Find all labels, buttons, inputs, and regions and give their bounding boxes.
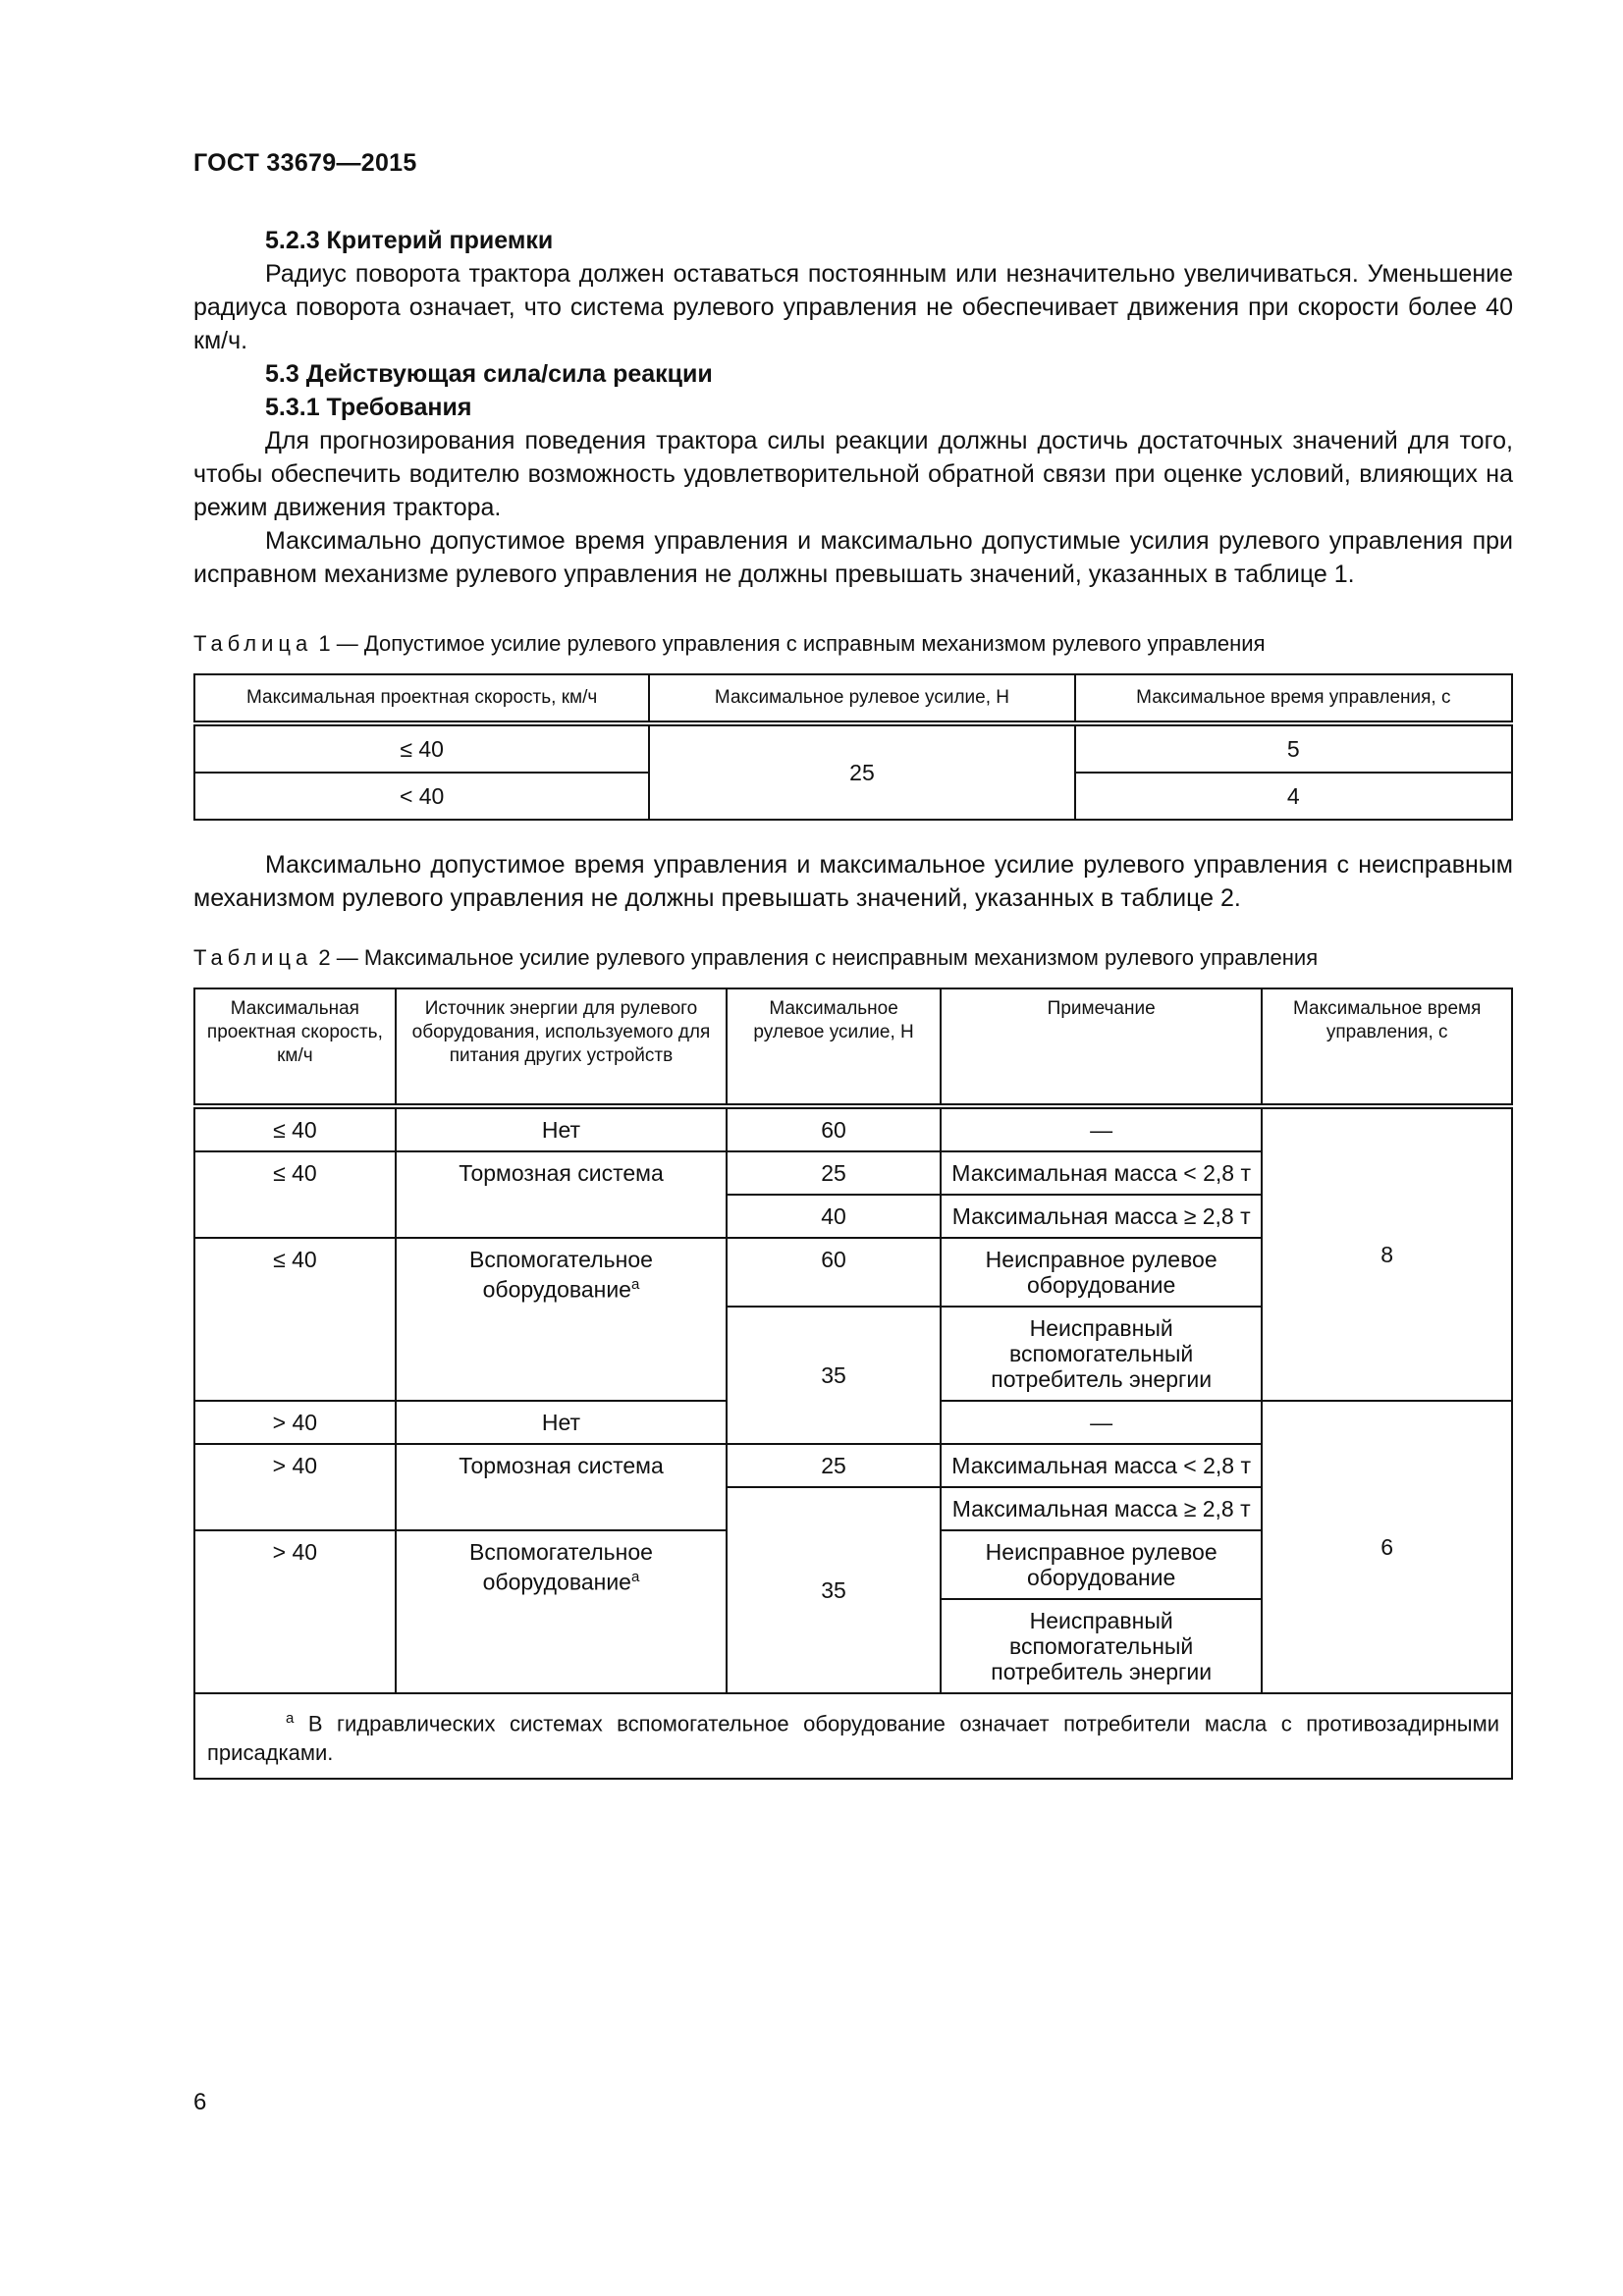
table-1-cell-force: 25 <box>649 723 1074 820</box>
table-2-cell-speed: ≤ 40 <box>194 1238 396 1401</box>
table-2-cell-source: Нет <box>396 1106 727 1151</box>
table-2-header-speed: Максимальная проектная скорость, км/ч <box>194 988 396 1106</box>
table-2-cell-force: 25 <box>727 1151 941 1195</box>
table-1-caption-text: 1 — Допустимое усилие рулевого управления с исправным механизмом рулевого управления <box>312 631 1266 656</box>
table-2-cell-note: Максимальная масса ≥ 2,8 т <box>941 1195 1262 1238</box>
table-1-header-speed: Максимальная проектная скорость, км/ч <box>194 674 649 723</box>
table-1-caption <box>193 630 1513 658</box>
table-1-cell-speed: ≤ 40 <box>194 723 649 773</box>
table-row <box>194 723 1512 773</box>
table-2-cell-note: Неисправное рулевое оборудование <box>941 1530 1262 1599</box>
table-2-header-force: Максимальное рулевое усилие, Н <box>727 988 941 1106</box>
table-2-cell-speed: ≤ 40 <box>194 1151 396 1238</box>
section-5-3-1-heading: 5.3.1 Требования <box>265 394 472 421</box>
table-2-cell-force: 35 <box>727 1487 941 1693</box>
table-2-caption <box>193 944 1513 972</box>
footnote-marker: a <box>630 1569 640 1585</box>
table-2-cell-speed: > 40 <box>194 1444 396 1530</box>
footnote-marker: a <box>630 1276 640 1293</box>
document-header: ГОСТ 33679—2015 <box>193 149 417 177</box>
table-1-caption-label: Таблица <box>193 631 313 656</box>
table-2-header-source: Источник энергии для рулевого оборудования, используемого для питания других устройств <box>396 988 727 1106</box>
table-2-cell-note: — <box>941 1106 1262 1151</box>
paragraph-before-table-2: Максимально допустимое время управления и максимальное усилие рулевого управления с неисправным механизмом рулевого управления не должны превышать значений, указанных в таблице 2. <box>193 851 1513 912</box>
table-2-cell-source <box>396 1530 727 1693</box>
table-2-cell-note: Максимальная масса < 2,8 т <box>941 1444 1262 1487</box>
table-2-cell-force: 25 <box>727 1444 941 1487</box>
table-1 <box>193 673 1513 821</box>
table-2-cell-note: Неисправный вспомогательный потребитель энергии <box>941 1307 1262 1401</box>
table-1-cell-time: 5 <box>1075 723 1512 773</box>
table-2-cell-force: 60 <box>727 1238 941 1307</box>
table-2 <box>193 988 1513 1780</box>
table-2-cell-source: Тормозная система <box>396 1151 727 1238</box>
section-5-3-1-paragraph-1: Для прогнозирования поведения трактора силы реакции должны достичь достаточных значений для того, чтобы обеспечить водителю возможность удовлетворительной обратной связи при оценке условий, влияющих на режим движения трактора. <box>193 427 1513 521</box>
section-5-2-3-paragraph: Радиус поворота трактора должен оставаться постоянным или незначительно увеличиваться. Уменьшение радиуса поворота означает, что система рулевого управления не обеспечивает движения при скорости более 40 км/ч. <box>193 260 1513 354</box>
table-2-caption-text: 2 — Максимальное усилие рулевого управления с неисправным механизмом рулевого управления <box>312 945 1319 970</box>
section-5-3-1-paragraph-2: Максимально допустимое время управления и максимально допустимые усилия рулевого управления при исправном механизме рулевого управления не должны превышать значений, указанных в таблице 1. <box>193 527 1513 588</box>
table-1-header-time: Максимальное время управления, с <box>1075 674 1512 723</box>
table-2-cell-speed: > 40 <box>194 1530 396 1693</box>
table-2-cell-note: Неисправное рулевое оборудование <box>941 1238 1262 1307</box>
table-2-cell-speed: > 40 <box>194 1401 396 1444</box>
table-2-cell-time: 8 <box>1262 1106 1512 1401</box>
table-2-source-text: Вспомогательное оборудование <box>469 1247 653 1303</box>
table-2-cell-force: 35 <box>727 1307 941 1444</box>
page-number: 6 <box>193 2089 207 2115</box>
table-1-header-force: Максимальное рулевое усилие, Н <box>649 674 1074 723</box>
table-2-cell-source <box>396 1238 727 1401</box>
table-2-footnote-text: В гидравлических системах вспомогательное оборудование означает потребители масла с противозадирными присадками. <box>207 1711 1499 1766</box>
document-body <box>193 224 1513 1780</box>
table-2-cell-note: Максимальная масса ≥ 2,8 т <box>941 1487 1262 1530</box>
table-2-caption-label: Таблица <box>193 945 313 970</box>
section-5-3-heading: 5.3 Действующая сила/сила реакции <box>265 360 713 388</box>
table-2-cell-force: 40 <box>727 1195 941 1238</box>
section-5-2-3-heading: 5.2.3 Критерий приемки <box>265 227 554 254</box>
table-2-cell-speed: ≤ 40 <box>194 1106 396 1151</box>
footnote-marker: a <box>286 1710 295 1727</box>
table-2-cell-source: Тормозная система <box>396 1444 727 1530</box>
table-footnote-row <box>194 1693 1512 1779</box>
table-2-source-text: Вспомогательное оборудование <box>469 1539 653 1595</box>
table-1-cell-speed: < 40 <box>194 773 649 820</box>
table-2-cell-note: Максимальная масса < 2,8 т <box>941 1151 1262 1195</box>
table-2-cell-source: Нет <box>396 1401 727 1444</box>
table-2-cell-note: — <box>941 1401 1262 1444</box>
table-row <box>194 1106 1512 1151</box>
table-2-header-note: Примечание <box>941 988 1262 1106</box>
table-1-cell-time: 4 <box>1075 773 1512 820</box>
table-2-cell-time: 6 <box>1262 1401 1512 1693</box>
table-2-cell-force: 60 <box>727 1106 941 1151</box>
table-2-cell-note: Неисправный вспомогательный потребитель энергии <box>941 1599 1262 1693</box>
table-2-footnote <box>194 1693 1512 1779</box>
table-2-header-time: Максимальное время управления, с <box>1262 988 1512 1106</box>
